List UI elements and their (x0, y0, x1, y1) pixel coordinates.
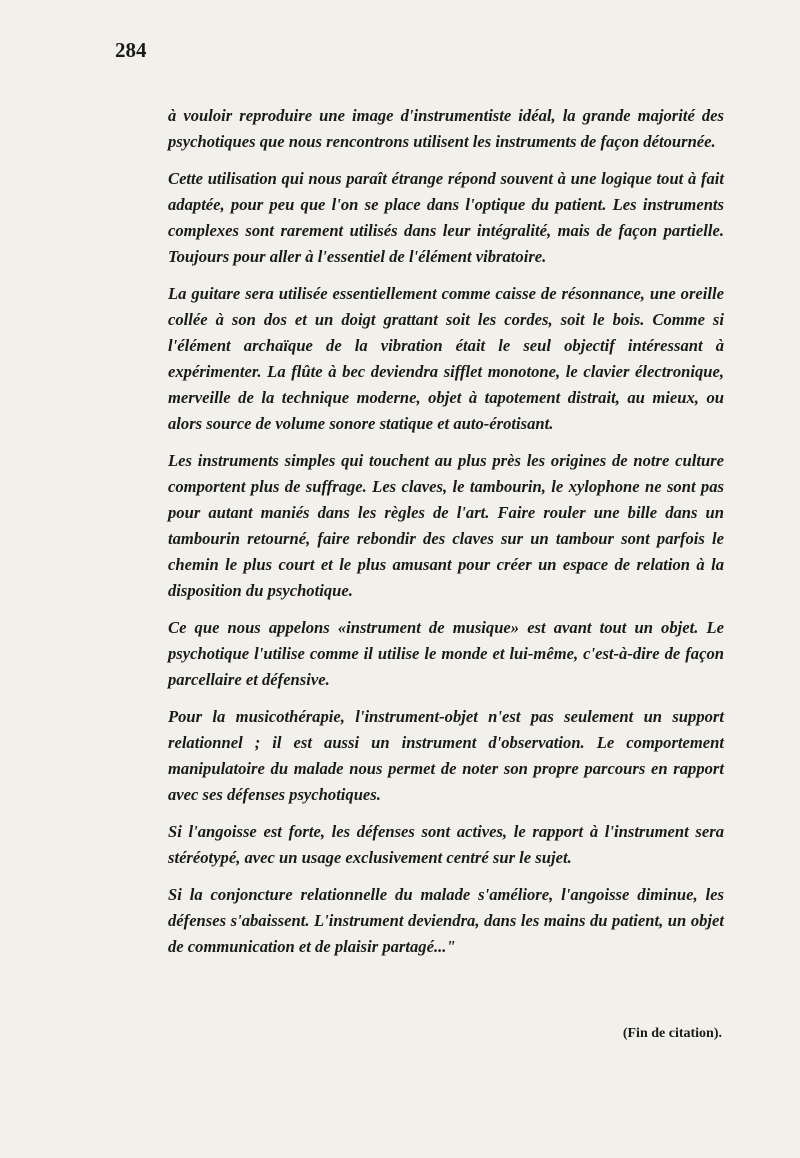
paragraph: Si l'angoisse est forte, les défenses sont actives, le rapport à l'instrument sera stéréotypé, avec un usage exclusivement centré sur le sujet. (168, 822, 724, 867)
body-text (168, 103, 724, 971)
page-number: 284 (115, 38, 147, 62)
paragraph: à vouloir reproduire une image d'instrumentiste idéal, la grande majorité des psychotiques que nous rencontrons utilisent les instruments de façon détournée. (168, 106, 724, 151)
closing-note: (Fin de citation). (622, 1026, 722, 1041)
paragraph: La guitare sera utilisée essentiellement comme caisse de résonnance, une oreille collée à son dos et un doigt grattant soit les cordes, soit le bois. Comme si l'élément archaïque de la vibration était le seul objectif intéressant à expérimenter. La flûte à bec deviendra sifflet monotone, le clavier électronique, merveille de la technique moderne, objet à tapotement distrait, au mieux, ou alors source de volume sonore statique et auto-érotisant. (168, 284, 724, 433)
paragraph: Pour la musicothérapie, l'instrument-objet n'est pas seulement un support relationnel ; il est aussi un instrument d'observation. Le comportement manipulatoire du malade nous permet de noter son propre parcours en rapport avec ses défenses psychotiques. (168, 707, 724, 804)
paragraph: Ce que nous appelons «instrument de musique» est avant tout un objet. Le psychotique l'utilise comme il utilise le monde et lui-même, c'est-à-dire de façon parcellaire et défensive. (168, 618, 724, 689)
paragraph: Si la conjoncture relationnelle du malade s'améliore, l'angoisse diminue, les défenses s'abaissent. L'instrument deviendra, dans les mains du patient, un objet de communication et de plaisir partagé..." (168, 885, 724, 956)
paragraph: Cette utilisation qui nous paraît étrange répond souvent à une logique tout à fait adaptée, pour peu que l'on se place dans l'optique du patient. Les instruments complexes sont rarement utilisés dans leur intégralité, mais de façon partielle. Toujours pour aller à l'essentiel de l'élément vibratoire. (168, 169, 724, 266)
paragraph: Les instruments simples qui touchent au plus près les origines de notre culture comportent plus de suffrage. Les claves, le tambourin, le xylophone ne sont pas pour autant maniés dans les règles de l'art. Faire rouler une bille dans un tambourin retourné, faire rebondir des claves sur un tambour sont parfois le chemin le plus court et le plus amusant pour créer un espace de relation à la disposition du psychotique. (168, 451, 724, 600)
